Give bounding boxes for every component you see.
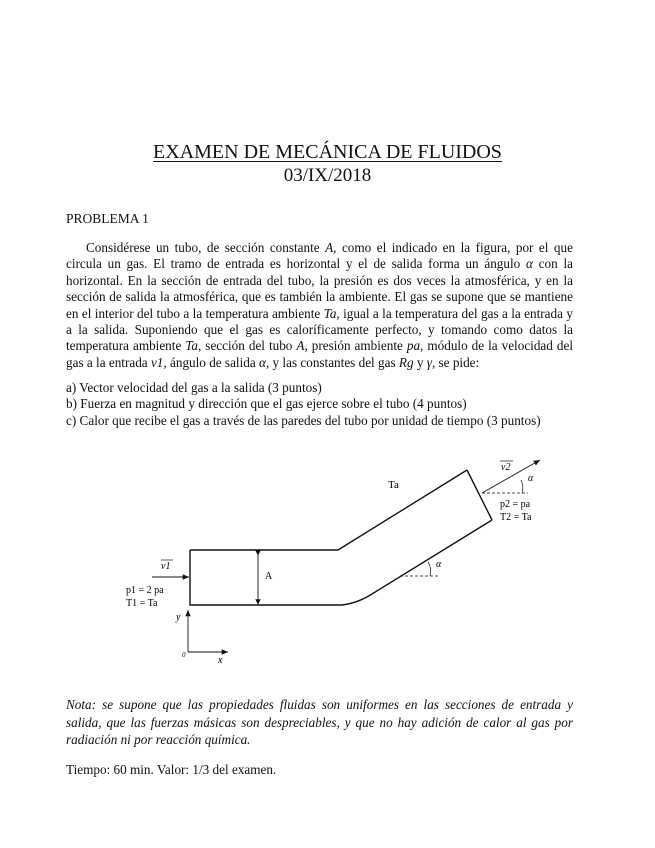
- exam-date: 03/IX/2018: [283, 165, 372, 186]
- problem-statement: [66, 240, 573, 371]
- inlet-temp-label: T1 = Ta: [126, 598, 158, 609]
- symbol-Ta: Ta: [185, 338, 199, 354]
- statement-text: , presión ambiente: [304, 338, 407, 354]
- symbol-gamma: γ: [426, 354, 432, 370]
- tube-figure: [110, 450, 550, 675]
- ambient-temp-label: Ta: [388, 479, 399, 491]
- bend-angle-arc: [428, 562, 431, 576]
- inlet-velocity-label: v1: [161, 561, 171, 572]
- statement-text: , y las constantes del gas: [265, 354, 399, 370]
- y-axis-label: y: [176, 612, 181, 623]
- time-value-line: Tiempo: 60 min. Valor: 1/3 del examen.: [66, 762, 277, 777]
- origin-label: 0: [182, 651, 186, 659]
- statement-text: , como el indicado en la figura, por el que circula un gas. El tramo de entrada es horizontal y el de salida forma un ángulo: [66, 240, 573, 272]
- symbol-pa: pa: [406, 338, 421, 354]
- statement-text: y: [413, 354, 427, 370]
- tube-lower-outlet-wall: [372, 520, 492, 594]
- symbol-alpha: α: [526, 256, 533, 272]
- statement-text: , ángulo de salida: [163, 354, 259, 370]
- symbol-Rg: Rg: [398, 354, 414, 370]
- statement-text: Considérese un tubo, de sección constante: [86, 240, 326, 255]
- section-label: A: [265, 571, 273, 582]
- question-list: [66, 380, 586, 429]
- note-paragraph: Nota: se supone que las propiedades fluidas son uniformes en las secciones de entrada y salida, que las fuerzas másicas son despreciables, y que no hay adición de calor al gas por radiación ni por reacción química.: [66, 697, 573, 748]
- tube-outlet-section: [467, 470, 492, 520]
- bend-angle-label: α: [436, 559, 442, 570]
- tube-upper-wall: [190, 470, 467, 550]
- symbol-A: A: [325, 240, 334, 255]
- outlet-temp-label: T2 = Ta: [500, 512, 532, 523]
- statement-text: , módulo de la velocidad del gas a la entrada: [66, 338, 573, 370]
- tube-bend: [342, 594, 372, 605]
- statement-text: , se pide:: [431, 354, 480, 370]
- question-item-a: a) Vector velocidad del gas a la salida (3 puntos): [66, 380, 322, 395]
- symbol-Ta: Ta: [323, 305, 337, 321]
- tube-diagram: [110, 450, 550, 675]
- question-item-b: b) Fuerza en magnitud y dirección que el gas ejerce sobre el tubo (4 puntos): [66, 396, 467, 412]
- outlet-pressure-label: p2 = pa: [500, 499, 531, 510]
- symbol-alpha: α: [259, 354, 266, 370]
- question-item-c: c) Calor que recibe el gas a través de las paredes del tubo por unidad de tiempo (3 puntos): [66, 412, 541, 428]
- outlet-angle-label: α: [528, 473, 534, 484]
- outlet-angle-arc: [521, 480, 523, 493]
- symbol-v1: v1: [150, 354, 164, 370]
- statement-text: con la horizontal. En la sección de entrada del tubo, la presión es dos veces la atmosférica, y en la sección de salida la atmosférica, que es también la ambiente. El gas se supone que se mantiene en el interior del tubo a la temperatura ambiente: [66, 256, 573, 321]
- exam-title: EXAMEN DE MECÁNICA DE FLUIDOS: [153, 141, 502, 163]
- statement-text: , igual a la temperatura del gas a la entrada y a la salida. Suponiendo que el gas es caloríficamente perfecto, y tomando como datos la temperatura ambiente: [66, 305, 573, 354]
- statement-text: , sección del tubo: [198, 338, 297, 354]
- symbol-A: A: [296, 338, 305, 354]
- problem-heading: PROBLEMA 1: [66, 211, 149, 226]
- x-axis-label: x: [218, 655, 223, 666]
- outlet-velocity-label: v2: [501, 462, 511, 473]
- inlet-pressure-label: p1 = 2 pa: [126, 585, 164, 596]
